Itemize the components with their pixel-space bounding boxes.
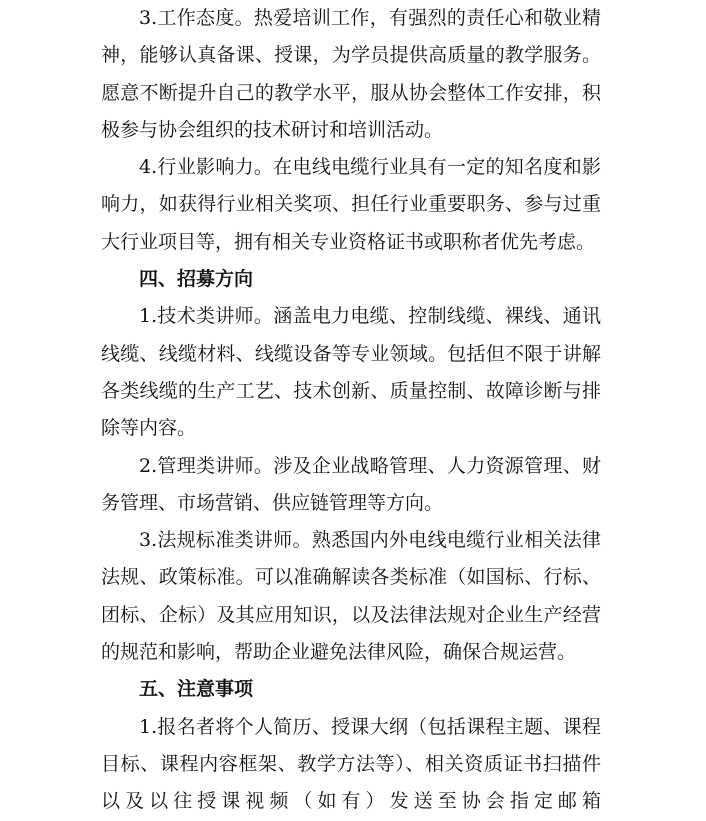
paragraph-management-lecturer: 2.管理类讲师。涉及企业战略管理、人力资源管理、财务管理、市场营销、供应链管理等方向。	[101, 454, 601, 514]
paragraph-industry-influence: 4.行业影响力。在电线电缆行业具有一定的知名度和影响力，如获得行业相关奖项、担任行业重要职务、参与过重大行业项目等，拥有相关专业资格证书或职称者优先考虑。	[101, 156, 601, 253]
section-heading-notes: 五、注意事项	[139, 678, 254, 701]
paragraph-work-attitude: 3.工作态度。热爱培训工作，有强烈的责任心和敬业精神，能够认真备课、授课，为学员提供高质量的教学服务。愿意不断提升自己的教学水平，服从协会整体工作安排，积极参与协会组织的技术研讨和培训活动。	[101, 7, 601, 141]
document-body	[101, 0, 601, 821]
paragraph-application-submission: 1.报名者将个人简历、授课大纲（包括课程主题、课程目标、课程内容框架、教学方法等）、相关资质证书扫描件以及以往授课视频（如有）发送至协会指定邮箱	[101, 715, 601, 813]
section-heading-recruitment-direction: 四、招募方向	[139, 268, 254, 291]
paragraph-technical-lecturer: 1.技术类讲师。涵盖电力电缆、控制线缆、裸线、通讯线缆、线缆材料、线缆设备等专业领域。包括但不限于讲解各类线缆的生产工艺、技术创新、质量控制、故障诊断与排除等内容。	[101, 305, 601, 440]
paragraph-regulation-lecturer: 3.法规标准类讲师。熟悉国内外电线电缆行业相关法律法规、政策标准。可以准确解读各类标准（如国标、行标、团标、企标）及其应用知识，以及法律法规对企业生产经营的规范和影响，帮助企业避免法律风险，确保合规运营。	[101, 529, 601, 664]
